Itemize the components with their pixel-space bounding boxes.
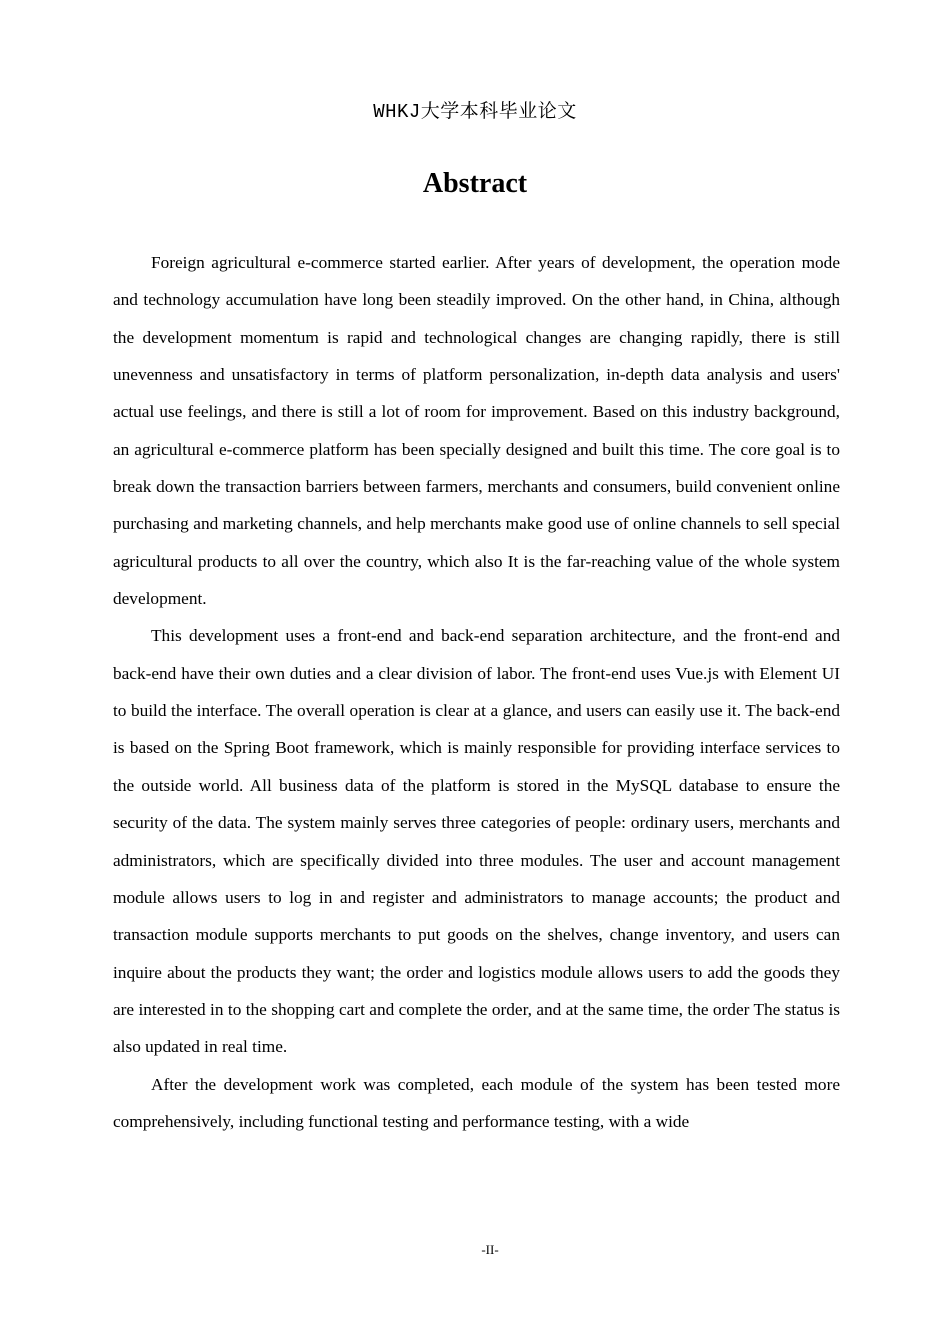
abstract-paragraph-1: Foreign agricultural e-commerce started earlier. After years of development, the operation mode and technology accumulation have long been steadily improved. On the other hand, in China, although the development momentum is rapid and technological changes are changing rapidly, there is still unevenness and unsatisfactory in terms of platform personalization, in-depth data analysis and users' actual use feelings, and there is still a lot of room for improvement. Based on this industry background, an agricultural e-commerce platform has been specially designed and built this time. The core goal is to break down the transaction barriers between farmers, merchants and consumers, build convenient online purchasing and marketing channels, and help merchants make good use of online channels to sell special agricultural products to all over the country, which also It is the far-reaching value of the whole system development. xyxy=(113,253,840,609)
header-university-code: WHKJ xyxy=(373,101,421,123)
header-thesis-label: 大学本科毕业论文 xyxy=(420,100,577,122)
running-header xyxy=(0,96,950,123)
page-title: Abstract xyxy=(422,168,528,199)
abstract-paragraph-2: This development uses a front-end and back-end separation architecture, and the front-end and back-end have their own duties and a clear division of labor. The front-end uses Vue.js with Element UI to build the interface. The overall operation is clear at a glance, and users can easily use it. The back-end is based on the Spring Boot framework, which is mainly responsible for providing interface services to the outside world. All business data of the platform is stored in the MySQL database to ensure the security of the data. The system mainly serves three categories of people: ordinary users, merchants and administrators, which are specifically divided into three modules. The user and account management module allows users to log in and register and administrators to manage accounts; the product and transaction module supports merchants to put goods on the shelves, change inventory, and users can inquire about the products they want; the order and logistics module allows users to add the goods they are interested in to the shopping cart and complete the order, and at the same time, the order The status is also updated in real time. xyxy=(113,626,840,1057)
page-number: -II- xyxy=(481,1242,499,1257)
abstract-body xyxy=(113,244,840,1140)
abstract-paragraph-3: After the development work was completed, each module of the system has been tested more comprehensively, including functional testing and performance testing, with a wide xyxy=(113,1074,840,1131)
